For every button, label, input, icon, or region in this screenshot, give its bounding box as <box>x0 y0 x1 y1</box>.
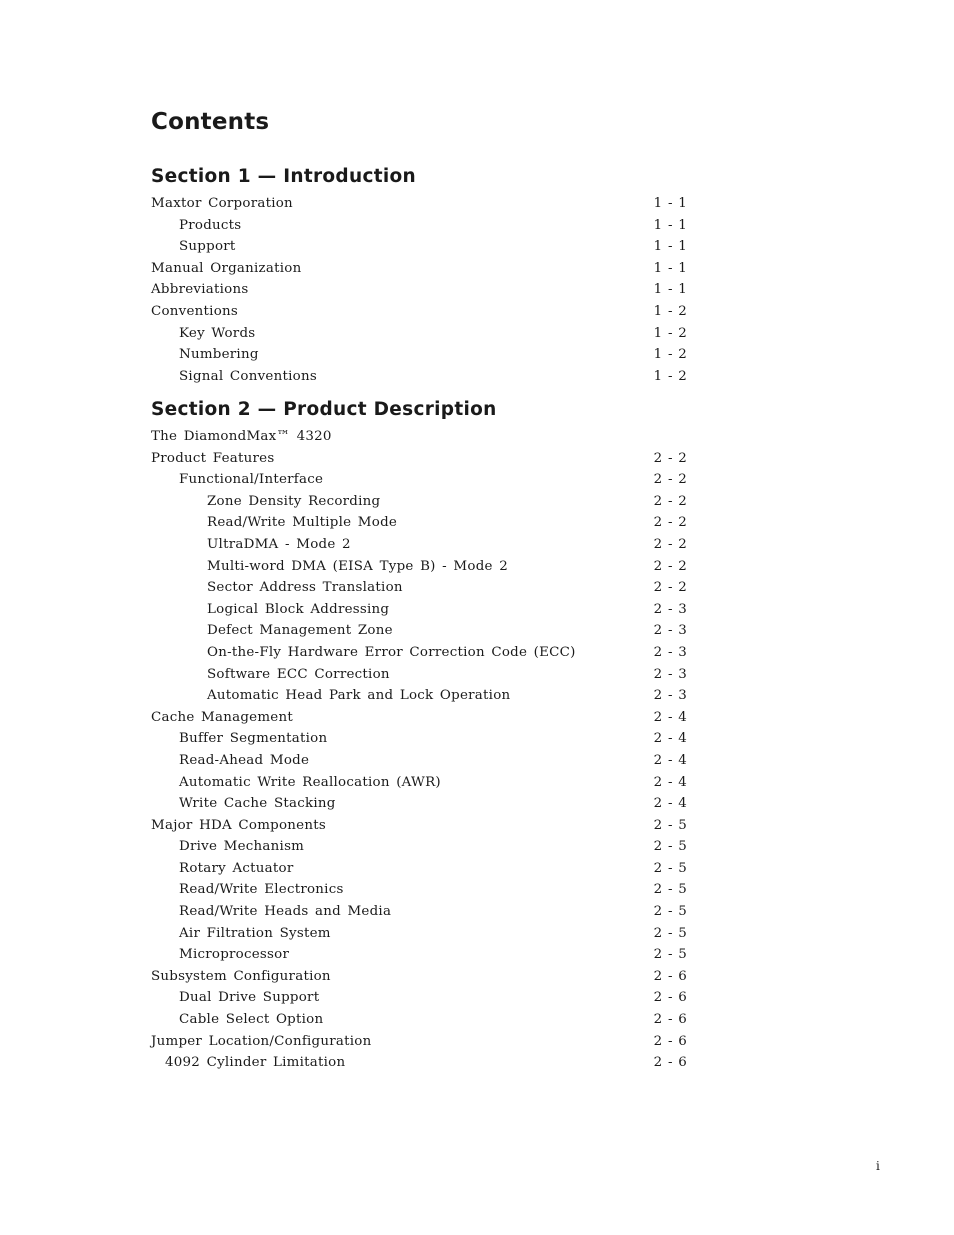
toc-entry-label: Drive Mechanism <box>179 839 305 855</box>
toc-entry-page: 2 - 5 <box>653 817 687 833</box>
toc-entry[interactable] <box>151 728 687 750</box>
toc-entry[interactable] <box>151 236 687 258</box>
toc-entry-label: Cache Management <box>151 709 293 725</box>
toc-entry-label: Write Cache Stacking <box>179 796 336 812</box>
toc-entry[interactable] <box>151 815 687 837</box>
toc-entry-label: Cable Select Option <box>179 1012 324 1028</box>
toc-entry-page: 1 - 2 <box>653 303 687 319</box>
toc-entry-page: 2 - 6 <box>653 1055 687 1071</box>
toc-entry-label: Multi-word DMA (EISA Type B) - Mode 2 <box>207 558 508 574</box>
toc-entry[interactable] <box>151 279 687 301</box>
toc-entry[interactable] <box>151 620 687 642</box>
toc-entry-page: 1 - 1 <box>653 260 687 276</box>
toc-entry-page: 2 - 3 <box>653 644 687 660</box>
toc-entry[interactable] <box>151 599 687 621</box>
toc-entry[interactable] <box>151 707 687 729</box>
toc-list-section-2 <box>151 426 687 1074</box>
toc-entry-label: On-the-Fly Hardware Error Correction Code (ECC) <box>207 644 576 660</box>
toc-entry-label: Defect Management Zone <box>207 623 393 639</box>
toc-entry-label: UltraDMA - Mode 2 <box>207 536 351 552</box>
toc-entry[interactable] <box>151 793 687 815</box>
toc-entry[interactable] <box>151 685 687 707</box>
toc-entry-label: Read/Write Multiple Mode <box>207 515 398 531</box>
toc-entry[interactable] <box>151 469 687 491</box>
toc-entry[interactable] <box>151 966 687 988</box>
toc-entry-page: 2 - 5 <box>653 925 687 941</box>
toc-entry-label: Automatic Write Reallocation (AWR) <box>179 774 441 790</box>
toc-entry-page: 2 - 2 <box>653 450 687 466</box>
toc-entry-label: Key Words <box>179 325 256 341</box>
toc-entry-label: Buffer Segmentation <box>179 731 328 747</box>
toc-entry-page: 1 - 2 <box>653 368 687 384</box>
toc-entry[interactable] <box>151 556 687 578</box>
toc-entry-page: 2 - 3 <box>653 623 687 639</box>
toc-entry-label: Read/Write Heads and Media <box>179 904 392 920</box>
toc-entry-page: 2 - 6 <box>653 1012 687 1028</box>
toc-entry[interactable] <box>151 193 687 215</box>
toc-entry-page: 2 - 2 <box>653 515 687 531</box>
toc-entry-label: Signal Conventions <box>179 368 317 384</box>
toc-entry-label: Functional/Interface <box>179 472 324 488</box>
toc-entry[interactable] <box>151 901 687 923</box>
toc-entry[interactable] <box>151 534 687 556</box>
toc-entry-label: Automatic Head Park and Lock Operation <box>207 688 511 704</box>
toc-entry-page: 1 - 1 <box>653 282 687 298</box>
toc-entry[interactable] <box>151 1009 687 1031</box>
section-2-heading: Section 2 — Product Description <box>151 399 497 420</box>
toc-entry[interactable] <box>151 836 687 858</box>
toc-entry[interactable] <box>151 944 687 966</box>
toc-entry[interactable] <box>151 215 687 237</box>
toc-entry-label: Air Filtration System <box>179 925 331 941</box>
toc-entry-page: 2 - 5 <box>653 860 687 876</box>
toc-entry-label: Rotary Actuator <box>179 860 294 876</box>
toc-entry[interactable] <box>151 1031 687 1053</box>
toc-entry-label: Products <box>179 217 242 233</box>
section-1-heading: Section 1 — Introduction <box>151 166 416 187</box>
toc-entry-label: Manual Organization <box>151 260 302 276</box>
toc-entry-page: 1 - 2 <box>653 325 687 341</box>
toc-entry-page: 1 - 2 <box>653 347 687 363</box>
toc-entry[interactable] <box>151 577 687 599</box>
toc-entry-page: 2 - 3 <box>653 688 687 704</box>
toc-entry-page: 1 - 1 <box>653 196 687 211</box>
toc-entry-label: Product Features <box>151 450 275 466</box>
toc-entry-label: Subsystem Configuration <box>151 968 331 984</box>
toc-entry-page: 2 - 4 <box>653 796 687 812</box>
toc-entry-page: 2 - 5 <box>653 839 687 855</box>
toc-entry[interactable] <box>151 642 687 664</box>
toc-entry[interactable] <box>151 344 687 366</box>
toc-entry[interactable] <box>151 772 687 794</box>
toc-entry-page: 2 - 6 <box>653 990 687 1006</box>
toc-entry-page: 2 - 2 <box>653 493 687 509</box>
toc-entry[interactable] <box>151 323 687 345</box>
toc-entry-page: 2 - 4 <box>653 774 687 790</box>
toc-entry[interactable] <box>151 750 687 772</box>
toc-entry-label: Abbreviations <box>151 282 249 298</box>
toc-entry-label: Zone Density Recording <box>207 493 381 509</box>
toc-entry-page: 2 - 5 <box>653 882 687 898</box>
toc-entry[interactable] <box>151 366 687 388</box>
toc-entry-label: Sector Address Translation <box>207 580 403 596</box>
toc-entry[interactable] <box>151 923 687 945</box>
toc-entry[interactable] <box>151 858 687 880</box>
toc-entry-label: Software ECC Correction <box>207 666 390 682</box>
toc-entry-label: Read-Ahead Mode <box>179 752 310 768</box>
toc-entry[interactable] <box>151 664 687 686</box>
toc-entry-page: 2 - 2 <box>653 558 687 574</box>
toc-list-section-1 <box>151 193 687 387</box>
page-number: i <box>876 1159 880 1173</box>
page-title: Contents <box>151 109 270 135</box>
toc-entry-page: 1 - 1 <box>653 239 687 255</box>
toc-entry[interactable] <box>151 448 687 470</box>
toc-entry-label: Conventions <box>151 303 239 319</box>
toc-entry[interactable] <box>151 1052 687 1074</box>
toc-entry-label: Microprocessor <box>179 947 290 963</box>
toc-entry[interactable] <box>151 301 687 323</box>
toc-entry-label: 4092 Cylinder Limitation <box>165 1055 346 1071</box>
toc-entry-label: Numbering <box>179 347 259 363</box>
toc-entry-page: 2 - 5 <box>653 947 687 963</box>
toc-entry[interactable] <box>151 512 687 534</box>
toc-entry-page: 2 - 4 <box>653 752 687 768</box>
toc-entry-page: 2 - 2 <box>653 536 687 552</box>
toc-entry-page: 2 - 3 <box>653 666 687 682</box>
toc-entry[interactable] <box>151 879 687 901</box>
toc-entry[interactable] <box>151 426 687 448</box>
toc-entry-label: Logical Block Addressing <box>207 601 390 617</box>
toc-entry-label: Read/Write Electronics <box>179 882 344 898</box>
toc-entry-label: The DiamondMax™ 4320 <box>151 429 332 444</box>
toc-entry-page: 2 - 6 <box>653 968 687 984</box>
toc-entry-label: Jumper Location/Configuration <box>151 1033 372 1049</box>
toc-entry-page: 2 - 4 <box>653 709 687 725</box>
toc-entry-page: 1 - 1 <box>653 217 687 233</box>
toc-entry-page: 2 - 2 <box>653 580 687 596</box>
toc-entry-page: 2 - 2 <box>653 472 687 488</box>
toc-entry-label: Support <box>179 239 236 255</box>
toc-entry-page: 2 - 4 <box>653 731 687 747</box>
toc-entry-label: Major HDA Components <box>151 817 326 833</box>
toc-entry-label: Maxtor Corporation <box>151 196 293 211</box>
toc-entry-label: Dual Drive Support <box>179 990 320 1006</box>
toc-entry-page: 2 - 3 <box>653 601 687 617</box>
toc-entry[interactable] <box>151 258 687 280</box>
toc-entry-page: 2 - 6 <box>653 1033 687 1049</box>
toc-entry[interactable] <box>151 491 687 513</box>
toc-entry[interactable] <box>151 987 687 1009</box>
toc-entry-page: 2 - 5 <box>653 904 687 920</box>
